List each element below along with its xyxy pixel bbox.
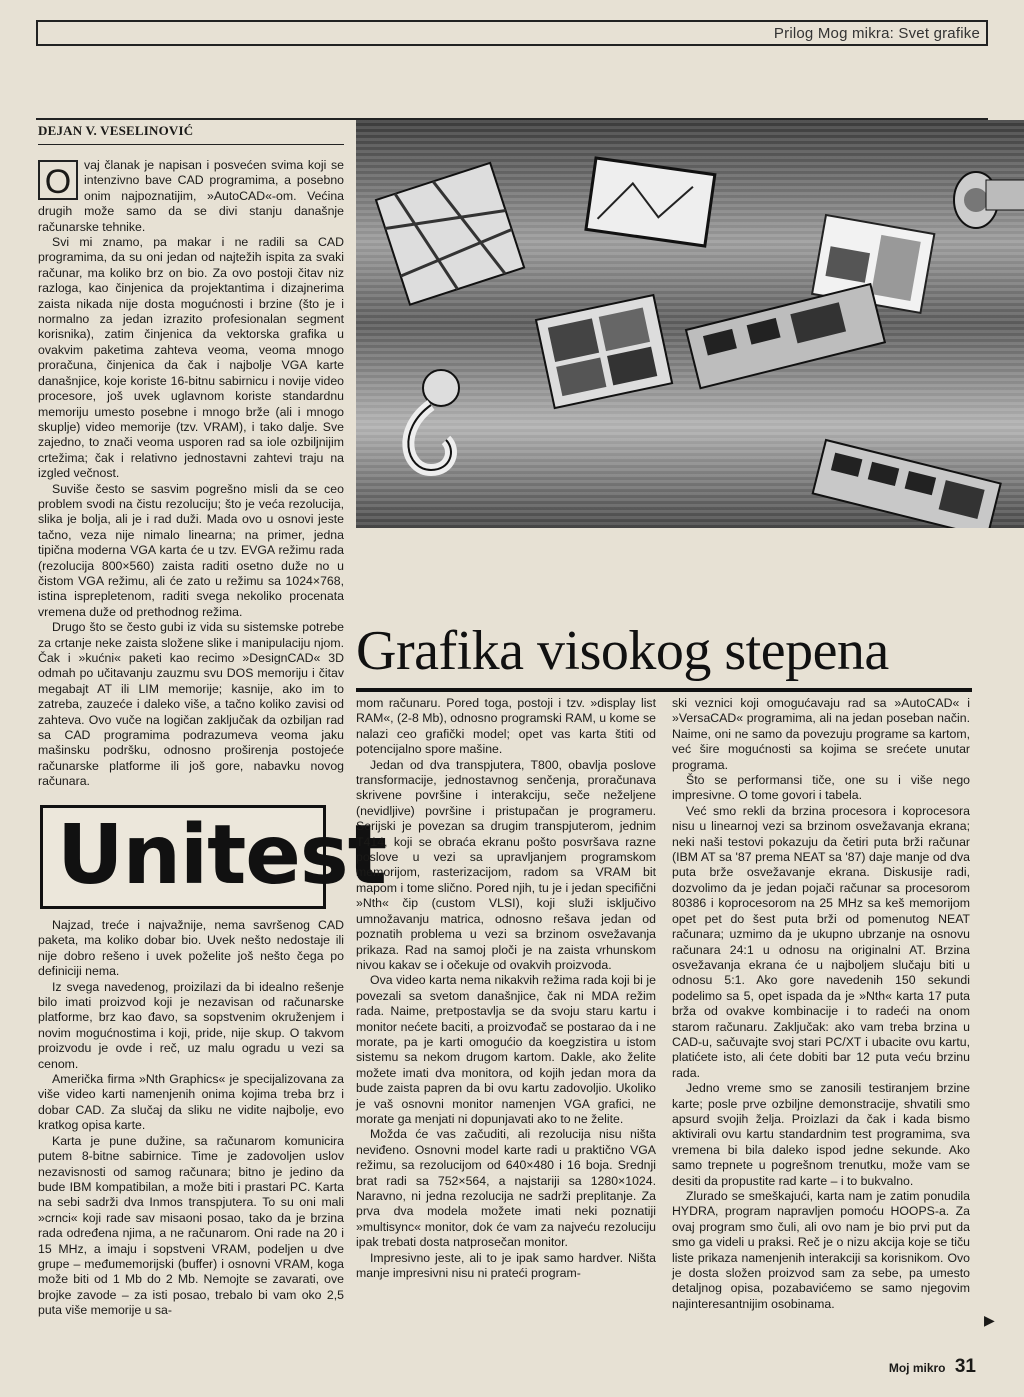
hero-illustration bbox=[356, 120, 1024, 528]
text-column-left-bottom bbox=[38, 918, 344, 1319]
unitest-logo-box bbox=[40, 805, 386, 909]
paragraph: Jedan od dva transpjutera, T800, obavlja poslove transformacije, jednostavnog senčenja, proračunava skrivene površine i interakciju, seče neželjene (nevidljive) površine i pristupačan je programeru. Serijski je povezan sa drugim transpjuterom, jednim T414, koji se obraća ekranu pošto posvršava razne poslove u vezi sa upravljanjem programskom memorijom, rasterizacijom, radom sa VRAM bit mapom i tome slično. Pored njih, tu je i jedan specifični »Nth« čip (custom VLSI), koji služi isključivo umnožavanju matrica, odnosno rešava jedan od poznatih problema u vezi sa brzinom osvežavanja prikaza. Rad na samoj ploči je na zaista vrhunskom nivou kakav se i očekuje od ovakvih proizvoda. bbox=[356, 757, 656, 972]
paragraph: Već smo rekli da brzina procesora i koprocesora nisu u linearnoj vezi sa brzinom osvežavanja ekrana; neki naši testovi pokazuju da četiri puta brži računar (IBM AT sa '87 prema NEAT sa '87) daje manje od dva puta brže osvežavanje ekrana. Diskusije radi, dozvolimo da je jedan pojači računar sa procesorom 80386 i koprocesorom na 25 MHz sa keš memorijom opet pet do šest puta brži od pomenutog NEAT računara; uzmimo da je ukupno ubrzanje na osnovu računara 24:1 u odnosu na originalni AT. Brzina osvežavanja ekrana će u najboljem slučaju biti u odnosu 5:1. Ako gore navedenih 150 sekundi podelimo sa 5, opet ispada da je »Nth« karta 17 puta brža od ovakve kombinacije i to radeći na onom starom računaru. Zaključak: ako vam treba brzina u CAD-u, sačuvajte svoj stari PC/XT i ubacite ovu kartu, platićete isto, ali ćete dobiti bar 12 puta veću brzinu rada. bbox=[672, 803, 970, 1080]
paragraph: Što se performansi tiče, one su i više nego impresivne. O tome govori i tabela. bbox=[672, 773, 970, 803]
title-rule bbox=[356, 688, 972, 692]
text-column-right bbox=[672, 696, 970, 1312]
section-label: Prilog Mog mikra: Svet grafike bbox=[773, 25, 980, 42]
header-frame bbox=[36, 20, 988, 46]
paragraph: Možda će vas začuditi, ali rezolucija nisu ništa neviđeno. Osnovni model karte radi u praktično VGA režimu, sa rezolucijom od 640×480 i 16 boja. Srednji brat radi sa 752×564, a najstariji sa 1280×1024. Naravno, ni jedna rezolucija ne sadrži preplitanje. Za prva dva modela možete imati neki poznatiji »multisync« monitor, dok će vam za najveću rezoluciju ipak trebati dosta natprosečan monitor. bbox=[356, 1127, 656, 1250]
paragraph: Drugo što se često gubi iz vida su sistemske potrebe za crtanje neke zaista složene slike i manipulaciju njom. Čak i »kućni« paketi kao recimo »DesignCAD« 3D odmah po učitavanju zauzmu svu DOS memoriju i čitav megabajt AT ili LIM memorije; kasnije, ako im to zatreba, zauzeće i daleko više, a tačno koliko zavisi od zahteva. Ovo vuče na logičan zaključak da ozbiljan rad sa CAD programima podrazumeva veoma jaku mašinsku podršku, odnosno proširenja postojeće računarske platforme ili još gore, nabavku novog računara. bbox=[38, 620, 344, 789]
hero-illustration-art bbox=[356, 120, 1024, 528]
paragraph: Iz svega navedenog, proizilazi da bi idealno rešenje bilo imati proizvod koji je nezavisan od računarske platforme, brz kao đavo, sa sopstvenim okruženjem i novim mogućnostima i koji, pride, nije skup. O takvom proizvodu je ovde i reč, uz malu ogradu u vezi sa cenom. bbox=[38, 979, 344, 1071]
paragraph: Jedno vreme smo se zanosili testiranjem brzine karte; posle prve ozbiljne demonstracije, shvatili smo apsurd svojih želja. Proizlazi da čak i kada bismo aktivirali ovu kartu standardnim test programima, sva vremena bi bila daleko ispod jedne sekunde. Ako samo trepnete u pogrešnom trenutku, može vam se desiti da propustite rad karte – i to bukvalno. bbox=[672, 1081, 970, 1188]
paragraph: mom računaru. Pored toga, postoji i tzv. »display list RAM«, (2-8 Mb), odnosno programski RAM, u kome se nalazi ceo grafički model; opet vas karta štiti od potencijalno spore mašine. bbox=[356, 696, 657, 757]
article-title: Grafika visokog stepena bbox=[356, 620, 889, 682]
paragraph: Američka firma »Nth Graphics« je specijalizovana za više video karti namenjenih onima kojima treba brz i dobar CAD. Za slučaj da sliku ne vidite najbolje, evo kratkog opisa karte. bbox=[38, 1072, 344, 1133]
paragraph: vaj članak je napisan i posvećen svima koji se intenzivno bave CAD programima, a posebno onim najpoznatijim, »AutoCAD«-om. Većina drugih može samo da se divi stanju današnje računarske tehnike. bbox=[38, 158, 344, 234]
paragraph: ski veznici koji omogućavaju rad sa »AutoCAD« i »VersaCAD« programima, ali na jedan poseban način. Naime, oni ne samo da povezuju programe sa kartom, već šire mogućnosti sa kojima se srećete unutar programa. bbox=[672, 696, 970, 772]
text-column-left-top bbox=[38, 158, 344, 790]
paragraph: Ova video karta nema nikakvih režima rada koji bi je povezali sa svetom današnjice, čak ni MDA režim rada. Naime, pretpostavlja se da svoju staru kartu i monitor nećete baciti, a proizvođač se postarao da i ne morate, pa je karti omogućio da koegzistira u istom sistemu sa nekom drugom kartom. Dakle, ako želite možete imati dva monitora, od kojih jedan mora da bude zaista papren da bi ovu kartu zadovoljio. Ukoliko je vaš osnovni monitor namenjen VGA grafici, ne morate ga menjati ni dopunjavati ako to ne želite. bbox=[356, 973, 656, 1126]
author-rule bbox=[38, 144, 344, 145]
continue-arrow-icon: ▶ bbox=[984, 1312, 995, 1328]
unitest-logo: Unitest bbox=[57, 808, 386, 903]
paragraph: Suviše često se sasvim pogrešno misli da se ceo problem svodi na čistu rezoluciju; što je veća rezolucija, slika je bolja, ali je i rad duži. Mada ovo u osnovi jeste tačno, veza nije nimalo linearna; na primer, jedna tipična moderna VGA karta će u tzv. EVGA režimu rada (rezolucija 800×560) zaista raditi osetno duže no u čistom VGA režimu, ali će zato u režimu sa 1024×768, istina isprepletenom, raditi svega nekoliko procenata vremena duže od prethodnog režima. bbox=[38, 481, 344, 619]
page-number: 31 bbox=[954, 1356, 976, 1377]
author-byline: DEJAN V. VESELINOVIĆ bbox=[38, 123, 194, 138]
text-column-middle bbox=[356, 696, 656, 1281]
paragraph: Najzad, treće i najvažnije, nema savršenog CAD paketa, ma koliko dobar bio. Uvek nešto nedostaje ili nije dobro rešeno i uvek poželite još nešto čega po definiciji nema. bbox=[38, 918, 344, 979]
magazine-name: Moj mikro bbox=[888, 1361, 946, 1375]
paragraph: Karta je pune dužine, sa računarom komunicira putem 8-bitne sabirnice. Time je zadovoljen uslov nezavisnosti od samog računara; bitno je jedino da bude IBM kompatibilan, a može biti i prastari PC. Karta na sebi sadrži dva Inmos transpjutera. To su oni mali »crnci« koji rade sav misaoni posao, tako da je brzina rada određena njima, a ne računarom. Oni rade na 20 i 15 MHz, a imaju i sopstveni VRAM, podeljen u dve grupe – međumemorijski (buffer) i osnovni VRAM, koga može biti od 1 Mb do 2 Mb. Nemojte se zavarati, ove brojke zavode – za isti posao, trebalo bi vam oko 2,5 puta više memorije u sa- bbox=[38, 1133, 344, 1318]
paragraph: Impresivno jeste, ali to je ipak samo hardver. Ništa manje impresivni nisu ni prateći program- bbox=[356, 1250, 656, 1281]
paragraph: Svi mi znamo, pa makar i ne radili sa CAD programima, da su oni jedan od najtežih ispita za svaki računar, ma koliko brz on bio. Za ovo postoji čitav niz razloga, kao činjenica da projektantima i dizajnerima zaista nikada nije dosta mogućnosti i brzine (što je i normalno za jedan izrazito profesionalan segment korisnika), zatim činjenica da vektorska grafika u ovakvim paketima zahteva veoma, veoma mnogo proračuna, činjenica da čak i najbolje VGA karte današnjice, koje koriste 16-bitnu sabirnicu i novije video procesore, još uvek uglavnom koriste standardnu memoriju umesto posebne i mnogo brže (ali i mnogo skuplje) video memorije (tzv. VRAM), i tako dalje. Sve zajedno, to znači veoma usporen rad sa iole ozbiljnijim crtežima; čak i relativno jednostavni zahtevi traju na izgled večnost. bbox=[38, 235, 344, 481]
page-footer bbox=[889, 1356, 976, 1378]
dropcap: O bbox=[38, 160, 78, 200]
paragraph: Zlurado se smeškajući, karta nam je zatim ponudila HYDRA, program napravljen pomoću HOOPS-a. Za ovaj program smo čuli, ali ovo nam je bio prvi put da smo ga videli u praksi. Reč je o nizu akcija koje se tiču liste prikaza namenjenih interakciji sa korisnikom. Ovo je dosta složen proizvod sam za sebe, pa umesto detaljnog opisa, pozabavićemo se samo njegovim najinteresantnijim osobinama. bbox=[672, 1189, 970, 1311]
